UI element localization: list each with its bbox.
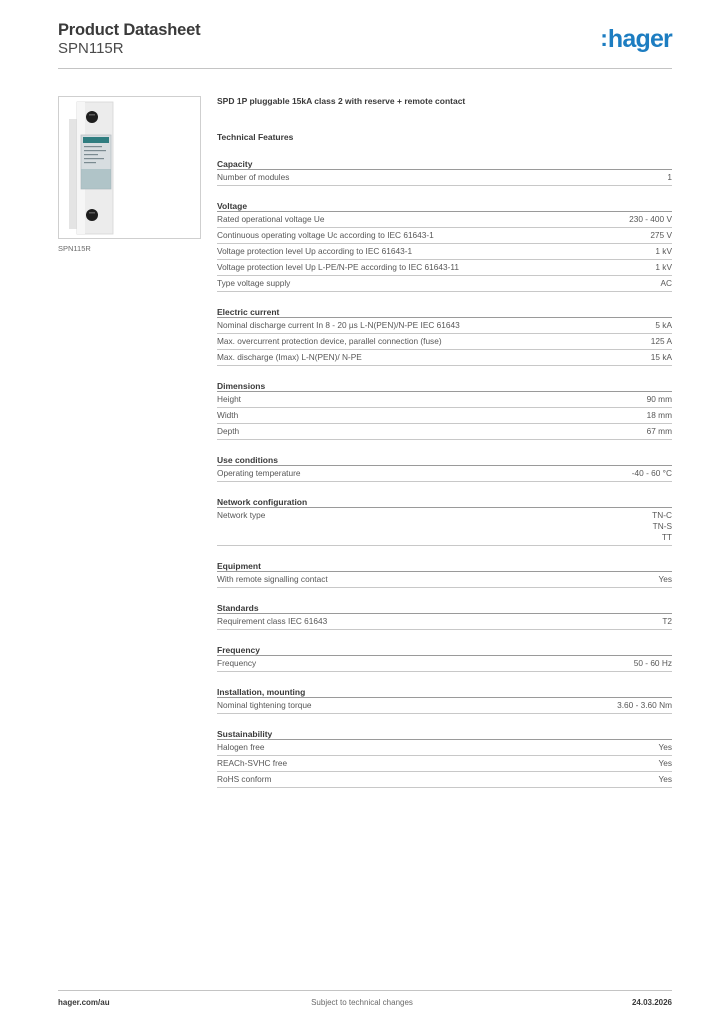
spec-value-line: 67 mm	[646, 426, 672, 436]
spec-label: Number of modules	[217, 172, 290, 182]
page-title: Product Datasheet	[58, 21, 201, 39]
spec-value	[660, 278, 672, 289]
feature-section	[217, 158, 672, 186]
spec-label: Depth	[217, 426, 240, 436]
spec-value-line: Yes	[658, 758, 672, 768]
footer-website: hager.com/au	[58, 998, 110, 1007]
spec-row	[217, 350, 672, 366]
logo-text: hager	[607, 25, 672, 53]
spec-value-line: TN-S	[652, 521, 672, 531]
footer-date: 24.03.2026	[631, 998, 672, 1007]
spec-row	[217, 614, 672, 630]
spec-value	[651, 336, 672, 347]
spec-row	[217, 756, 672, 772]
section-title: Standards	[217, 602, 672, 614]
section-title: Capacity	[217, 158, 672, 170]
cartridge-text-line	[84, 146, 102, 147]
cartridge-text-line	[84, 158, 104, 159]
spec-value	[647, 410, 672, 421]
spec-label: Operating temperature	[217, 468, 301, 478]
spec-value-line: 1 kV	[655, 246, 672, 256]
product-description: SPD 1P pluggable 15kA class 2 with reserve + remote contact	[217, 96, 466, 106]
spec-value	[655, 262, 672, 273]
spec-row	[217, 244, 672, 260]
hager-logo	[600, 27, 672, 52]
spec-value-line: 18 mm	[646, 410, 672, 420]
feature-section	[217, 728, 672, 788]
spec-value	[658, 742, 672, 753]
footer-divider	[58, 990, 672, 991]
spec-label: Nominal tightening torque	[217, 700, 312, 710]
spec-value-line: 90 mm	[646, 394, 672, 404]
section-title: Dimensions	[217, 380, 672, 392]
spec-label: Max. overcurrent protection device, parallel connection (fuse)	[217, 336, 442, 346]
top-terminal-screw-icon	[86, 111, 98, 123]
spec-value	[647, 394, 672, 405]
spec-value-line: Yes	[658, 774, 672, 784]
spec-row	[217, 318, 672, 334]
section-title: Voltage	[217, 200, 672, 212]
spec-label: Rated operational voltage Ue	[217, 214, 325, 224]
spec-value	[658, 758, 672, 769]
spec-row	[217, 212, 672, 228]
spec-value	[662, 616, 672, 627]
feature-section	[217, 496, 672, 546]
spec-value-line: -40 - 60 °C	[631, 468, 672, 478]
section-title: Sustainability	[217, 728, 672, 740]
spec-value	[632, 468, 672, 479]
cartridge-label-band	[83, 137, 109, 143]
spec-value-line: 230 - 400 V	[629, 214, 672, 224]
datasheet-content	[217, 96, 672, 802]
bottom-terminal-screw-icon	[86, 209, 98, 221]
logo-colon-mark: :	[600, 25, 608, 51]
feature-section	[217, 602, 672, 630]
spec-label: Width	[217, 410, 239, 420]
section-title: Network configuration	[217, 496, 672, 508]
spec-value	[650, 230, 672, 241]
spec-value	[658, 774, 672, 785]
spec-label: Max. discharge (Imax) L-N(PEN)/ N-PE	[217, 352, 362, 362]
spec-value-line: Yes	[658, 574, 672, 584]
spec-row	[217, 228, 672, 244]
spec-value-line: 1	[667, 172, 672, 182]
technical-features-heading: Technical Features	[217, 132, 294, 142]
spec-label: With remote signalling contact	[217, 574, 328, 584]
spec-row	[217, 698, 672, 714]
feature-section	[217, 644, 672, 672]
footer-notice: Subject to technical changes	[311, 998, 413, 1007]
surge-protection-device-image	[59, 97, 200, 238]
spec-value	[652, 510, 672, 543]
spec-value	[617, 700, 672, 711]
cartridge-text-line	[84, 162, 96, 163]
section-title: Equipment	[217, 560, 672, 572]
spec-row	[217, 276, 672, 292]
cartridge-text-line	[84, 154, 98, 155]
section-title: Electric current	[217, 306, 672, 318]
spec-row	[217, 772, 672, 788]
spec-value-line: 15 kA	[650, 352, 672, 362]
product-image	[58, 96, 201, 239]
spec-label: REACh-SVHC free	[217, 758, 288, 768]
spec-value	[629, 214, 672, 225]
spec-row	[217, 424, 672, 440]
feature-section	[217, 560, 672, 588]
spec-value-line: 1 kV	[655, 262, 672, 272]
spec-row	[217, 466, 672, 482]
spec-value-line: 125 A	[650, 336, 672, 346]
feature-section	[217, 380, 672, 440]
spec-value	[647, 426, 672, 437]
spec-label: Height	[217, 394, 241, 404]
feature-section	[217, 306, 672, 366]
spec-value-line: Yes	[658, 742, 672, 752]
spec-value-line: 275 V	[650, 230, 672, 240]
spec-label: RoHS conform	[217, 774, 272, 784]
feature-section	[217, 200, 672, 292]
spec-label: Frequency	[217, 658, 257, 668]
spec-label: Voltage protection level Up according to IEC 61643-1	[217, 246, 413, 256]
spec-label: Halogen free	[217, 742, 265, 752]
cartridge-text-line	[84, 150, 106, 151]
spec-value	[651, 352, 672, 363]
spec-label: Requirement class IEC 61643	[217, 616, 328, 626]
spec-row	[217, 408, 672, 424]
spec-label: Network type	[217, 510, 266, 520]
section-title: Installation, mounting	[217, 686, 672, 698]
product-code: SPN115R	[58, 40, 124, 57]
feature-section	[217, 454, 672, 482]
image-caption: SPN115R	[58, 244, 91, 253]
spec-row	[217, 334, 672, 350]
spec-row	[217, 508, 672, 546]
spec-label: Continuous operating voltage Uc according to IEC 61643-1	[217, 230, 434, 240]
spec-label: Nominal discharge current In 8 - 20 µs L-N(PEN)/N-PE IEC 61643	[217, 320, 460, 330]
section-title: Use conditions	[217, 454, 672, 466]
spec-row	[217, 392, 672, 408]
spec-label: Type voltage supply	[217, 278, 291, 288]
top-screw-slot	[89, 114, 95, 116]
spec-row	[217, 656, 672, 672]
feature-sections	[217, 158, 672, 788]
spec-value-line: 5 kA	[655, 320, 672, 330]
spec-row	[217, 170, 672, 186]
spec-value-line: TT	[661, 532, 672, 542]
spec-value-line: 3.60 - 3.60 Nm	[617, 700, 672, 710]
spec-label: Voltage protection level Up L-PE/N-PE according to IEC 61643-11	[217, 262, 459, 272]
spec-value	[655, 320, 672, 331]
spec-value-line: TN-C	[652, 510, 672, 520]
spec-value	[634, 658, 672, 669]
feature-section	[217, 686, 672, 714]
spec-value-line: 50 - 60 Hz	[633, 658, 672, 668]
spec-row	[217, 572, 672, 588]
spec-value	[667, 172, 672, 183]
bottom-screw-slot	[89, 212, 95, 214]
cartridge-window	[81, 169, 111, 189]
spec-row	[217, 740, 672, 756]
spec-value	[658, 574, 672, 585]
section-title: Frequency	[217, 644, 672, 656]
spec-value	[655, 246, 672, 257]
spec-value-line: T2	[662, 616, 672, 626]
spec-row	[217, 260, 672, 276]
device-side-edge	[69, 119, 77, 229]
spec-value-line: AC	[660, 278, 672, 288]
header-divider	[58, 68, 672, 69]
